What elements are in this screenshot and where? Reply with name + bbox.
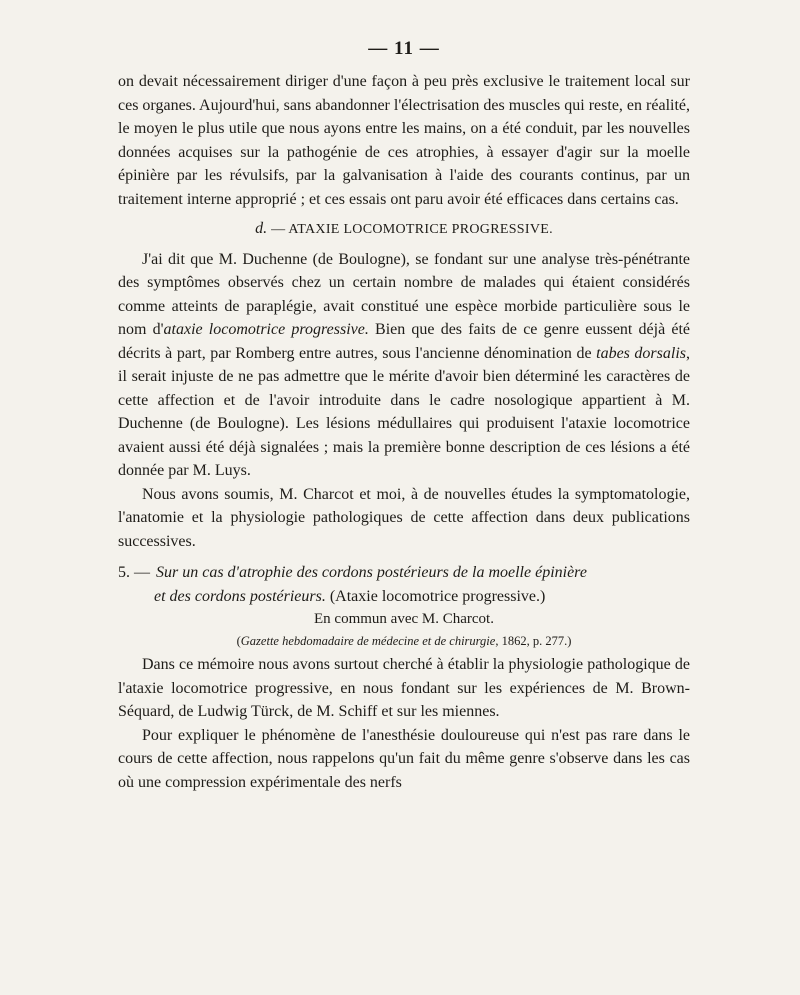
paragraph-3: Nous avons soumis, M. Charcot et moi, à de nouvelles études la symptomatologie, l'anatomie et la physiologie pathologiques de cette affection dans deux publications successives. [118,485,690,550]
entry-title-line-1: Sur un cas d'atrophie des cordons postérieurs de la moelle épinière [156,564,587,581]
coauthor-line: En commun avec M. Charcot. [314,611,494,627]
paragraph-5: Pour expliquer le phénomène de l'anesthésie douloureuse qui n'est pas rare dans le cours de cette affection, nous rappelons qu'un fait du même genre s'observe dans les cas où une compression expérimentale des nerfs [118,726,690,791]
citation [118,631,690,651]
paragraph-2-italic-1: ataxie locomotrice progressive. [163,321,369,338]
entry-number: 5. — [118,564,150,581]
citation-journal: Gazette hebdomadaire de médecine et de chirurgie [240,634,496,648]
entry-title-line-2-italic: et des cordons postérieurs. [154,587,326,605]
paragraph-2-italic-2: tabes dorsalis [596,344,687,362]
section-heading [118,217,690,242]
page-number: — 11 — [368,38,440,59]
section-title: — ATAXIE LOCOMOTRICE PROGRESSIVE. [271,222,553,237]
paragraph-2 [118,248,690,483]
paragraph-1: on devait nécessairement diriger d'une façon à peu près exclusive le traitement local sur ces organes. Aujourd'hui, sans abandonner l'électrisation des muscles qui reste, en réalité, le moyen le plus utile que nous ayons entre les mains, on a été conduit, par les nouvelles données acquises sur la pathogénie de ces atrophies, à essayer d'agir sur la moelle épinière par les révulsifs, par la galvanisation à l'aide des courants continus, par un traitement interne approprié ; et ces essais ont paru avoir été efficaces dans certains cas. [118,73,690,208]
paragraph-2-part-a: J'ai dit que M. Duchenne (de Boulogne), se fondant sur une analyse très-pénétrante des symptômes observés chez un certain nombre de malades qui étaient considérés comme atteints de paraplégie, avait constitué une espèce morbide particulière sous le nom d' [118,250,690,338]
paragraph-2-part-c: , il serait injuste de ne pas admettre que le mérite d'avoir bien déterminé les caractères de cette affection et de l'avoir introduite dans le cadre nosologique appartient à M. Duchenne (de Boulogne). Les lésions médullaires qui produisent l'ataxie locomotrice avaient aussi été déjà signalées ; mais la première bonne description de ces lésions a été donnée par M. Luys. [118,344,691,479]
paragraph-4: Dans ce mémoire nous avons surtout cherché à établir la physiologie pathologique de l'ataxie locomotrice progressive, en nous fondant sur les expériences de M. Brown-Séquard, de Ludwig Türck, de M. Schiff et sur les miennes. [118,656,690,720]
entry-title-line-2 [118,585,690,609]
entry-title-line-2-roman: (Ataxie locomotrice progressive.) [325,587,546,605]
citation-details: , 1862, p. 277.) [495,634,572,648]
section-letter: d. [255,220,268,237]
entry-title [118,561,690,608]
citation-open: ( [236,634,241,648]
paragraph-2-part-b: Bien que des faits de ce genre eussent déjà été décrits à part, par Romberg entre autres, sous l'ancienne dénomination de [118,321,691,362]
